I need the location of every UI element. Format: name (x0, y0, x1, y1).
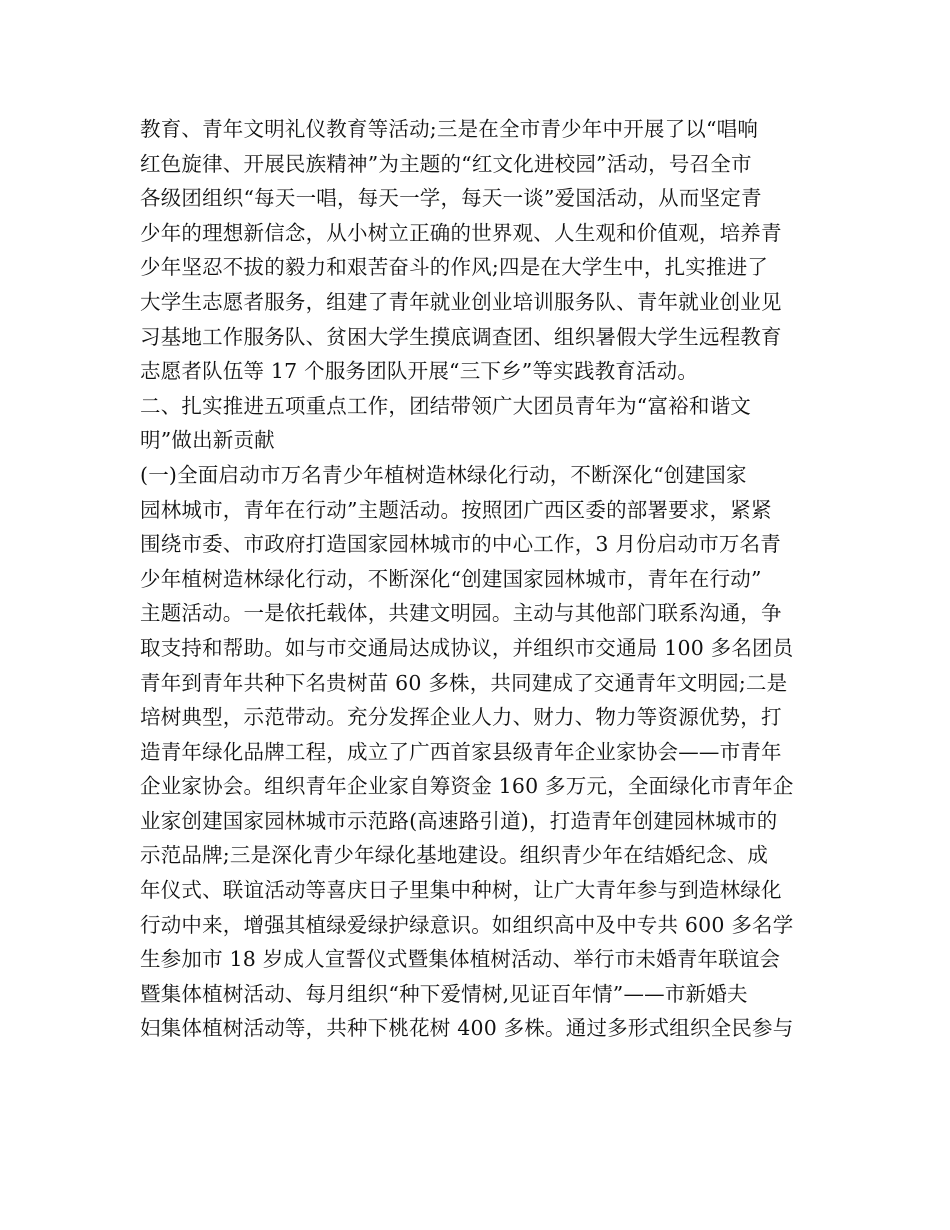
text-line: 主题活动。一是依托载体，共建文明园。主动与其他部门联系沟通，争 (140, 601, 782, 626)
text-line: 年仪式、联谊活动等喜庆日子里集中种树，让广大青年参与到造林绿化 (140, 878, 782, 903)
text-line: 少年植树造林绿化行动，不断深化“创建国家园林城市，青年在行动” (140, 566, 762, 591)
text-line: 取支持和帮助。如与市交通局达成协议，并组织市交通局 100 多名团员 (140, 635, 794, 660)
text-line: 暨集体植树活动、每月组织“种下爱情树,见证百年情”——市新婚夫 (140, 981, 748, 1006)
subsection-heading-line: (一)全面启动市万名青少年植树造林绿化行动，不断深化“创建国家 (140, 462, 747, 487)
document-body (140, 112, 820, 1046)
text-line: 行动中来，增强其植绿爱绿护绿意识。如组织高中及中专共 600 多名学 (140, 912, 794, 937)
text-line: 业家创建国家园林城市示范路(高速路引道)，打造青年创建园林城市的 (140, 808, 778, 833)
text-line: 教育、青年文明礼仪教育等活动;三是在全市青少年中开展了以“唱响 (140, 117, 759, 141)
text-line: 少年的理想新信念，从小树立正确的世界观、人生观和价值观，培养青 (140, 220, 782, 245)
text-line: 园林城市，青年在行动”主题活动。按照团广西区委的部署要求，紧紧 (140, 497, 772, 522)
text-line: 示范品牌;三是深化青少年绿化基地建设。组织青少年在结婚纪念、成 (140, 843, 769, 868)
text-line: 培树典型，示范带动。充分发挥企业人力、财力、物力等资源优势，打 (140, 705, 782, 730)
text-line: 少年坚忍不拔的毅力和艰苦奋斗的作风;四是在大学生中，扎实推进了 (140, 255, 769, 280)
text-line: 各级团组织“每天一唱，每天一学，每天一谈”爱国活动，从而坚定青 (140, 186, 762, 211)
text-line: 青年到青年共种下名贵树苗 60 多株，共同建成了交通青年文明园;二是 (140, 670, 788, 695)
text-line: 围绕市委、市政府打造国家园林城市的中心工作，3 月份启动市万名青 (140, 532, 781, 557)
section-heading-line: 明”做出新贡献 (140, 428, 275, 453)
text-line: 志愿者队伍等 17 个服务团队开展“三下乡”等实践教育活动。 (140, 359, 699, 384)
section-heading-line: 二、扎实推进五项重点工作，团结带领广大团员青年为“富裕和谐文 (140, 393, 751, 418)
text-line: 妇集体植树活动等，共种下桃花树 400 多株。通过多形式组织全民参与 (140, 1016, 794, 1041)
text-line: 造青年绿化品牌工程，成立了广西首家县级青年企业家协会——市青年 (140, 739, 782, 764)
text-line: 大学生志愿者服务，组建了青年就业创业培训服务队、青年就业创业见 (140, 289, 782, 314)
text-line: 红色旋律、开展民族精神”为主题的“红文化进校园”活动，号召全市 (140, 151, 752, 176)
text-line: 习基地工作服务队、贫困大学生摸底调查团、组织暑假大学生远程教育 (140, 324, 782, 349)
text-line: 企业家协会。组织青年企业家自筹资金 160 多万元，全面绿化市青年企 (140, 774, 794, 799)
text-line: 生参加市 18 岁成人宣誓仪式暨集体植树活动、举行市未婚青年联谊会 (140, 947, 781, 972)
